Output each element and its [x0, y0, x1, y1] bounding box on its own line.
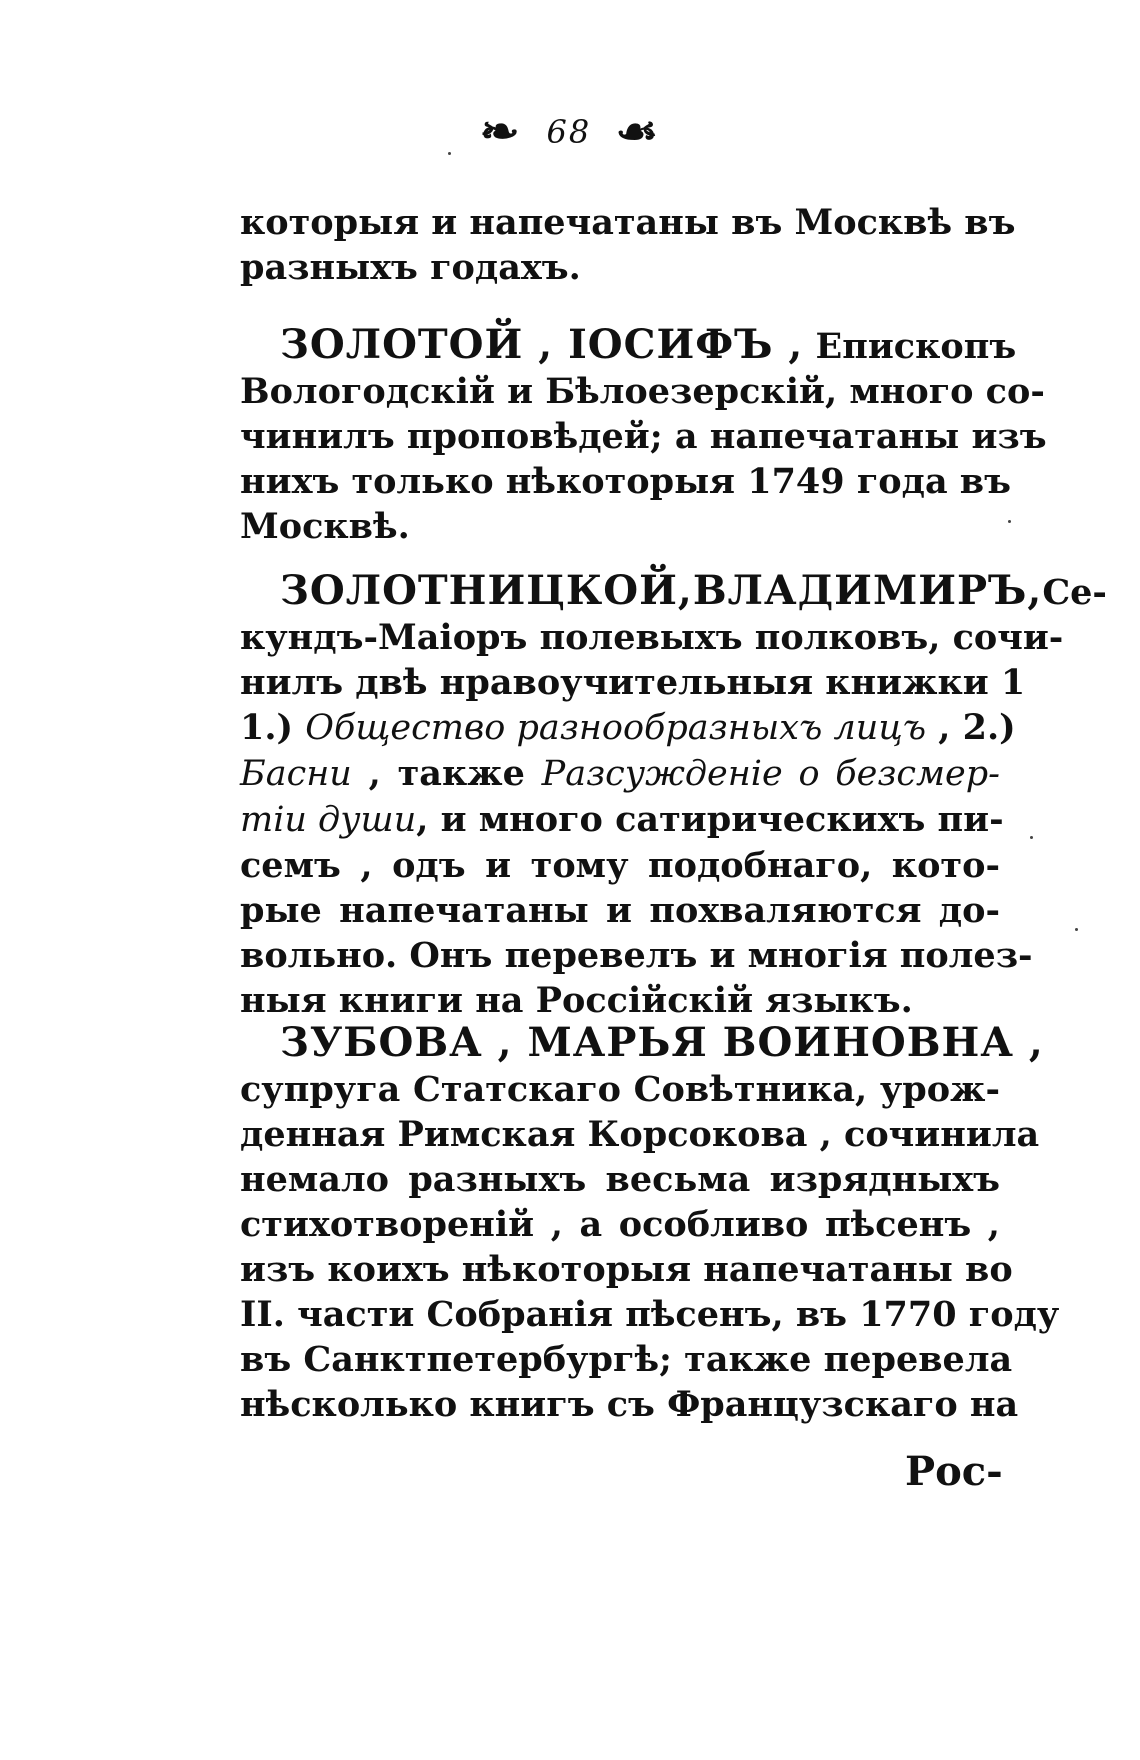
book-title: Басни	[240, 754, 352, 794]
paragraph-continuation	[240, 200, 1016, 290]
page-number: 68	[546, 112, 592, 151]
text-line: денная Римская Корсокова , сочинила	[240, 1114, 1040, 1155]
text-line: разныхъ годахъ.	[240, 247, 581, 288]
text-fragment: , также	[351, 753, 542, 794]
page-header	[0, 108, 1140, 155]
text-line: семъ , одъ и тому подобнаго, кото-	[240, 845, 1000, 886]
text-fragment: , и много сатирическихъ пи-	[416, 799, 1004, 840]
book-title: Общество разнообразныхъ лицъ	[305, 708, 927, 748]
entry-first-line	[240, 1019, 1044, 1067]
text-line: супруга Статскаго Совѣтника, урож-	[240, 1069, 1000, 1110]
text-line: въ Санктпетербургѣ; также перевела	[240, 1339, 1013, 1380]
text-line: нилъ двѣ нравоучительныя книжки 1	[240, 662, 1026, 703]
text-line: стихотвореній , а особливо пѣсенъ ,	[240, 1204, 1000, 1245]
paper-speck	[448, 152, 451, 155]
text-line: нѣсколько книгъ съ Французскаго на	[240, 1384, 1019, 1425]
entry-first-line	[240, 321, 1017, 369]
text-line: нихъ только нѣкоторыя 1749 года въ	[240, 461, 1011, 502]
entry-heading: ЗОЛОТНИЦКОЙ,ВЛАДИМИРЪ,	[280, 567, 1043, 614]
text-line: кундъ-Маіоръ полевыхъ полковъ, сочи-	[240, 617, 1064, 658]
entry-first-line	[240, 567, 1107, 615]
book-title: Разсужденіе о безсмер-	[541, 754, 1000, 794]
right-ornament-icon: ☙	[615, 108, 661, 155]
text-line: II. части Собранія пѣсенъ, въ 1770 году	[240, 1294, 1060, 1335]
entry-zubova	[240, 1019, 1060, 1427]
text-line: чинилъ проповѣдей; а напечатаны изъ	[240, 416, 1047, 457]
text-fragment: , 2.)	[926, 707, 1016, 748]
text-fragment: Се-	[1042, 572, 1107, 613]
catchword: Рос-	[905, 1448, 1003, 1495]
entry-heading: ЗУБОВА , МАРЬЯ ВОИНОВНА ,	[280, 1019, 1044, 1066]
text-line: вольно. Онъ перевелъ и многія полез-	[240, 935, 1033, 976]
book-title: тіи души	[240, 800, 417, 840]
entry-zolotoy	[240, 321, 1047, 549]
left-ornament-icon: ❧	[479, 108, 523, 155]
text-line: Москвѣ.	[240, 506, 410, 547]
text-fragment: 1.)	[240, 707, 306, 748]
text-fragment: Епископъ	[803, 326, 1017, 367]
paper-speck	[1008, 520, 1011, 523]
text-line: немало разныхъ весьма изрядныхъ	[240, 1159, 1000, 1200]
entry-zolotnitskoy	[240, 567, 1107, 1023]
text-line: которыя и напечатаны въ Москвѣ въ	[240, 202, 1016, 243]
text-line: Вологодскій и Бѣлоезерскій, много со-	[240, 371, 1045, 412]
text-line: рые напечатаны и похваляются до-	[240, 890, 1000, 931]
paper-speck	[1030, 836, 1033, 839]
text-line	[240, 751, 1000, 797]
text-line: ныя книги на Россійскій языкъ.	[240, 980, 913, 1021]
text-line: изъ коихъ нѣкоторыя напечатаны во	[240, 1249, 1013, 1290]
paper-speck	[1075, 928, 1078, 931]
text-line	[240, 797, 1004, 843]
entry-heading: ЗОЛОТОЙ , ІОСИФЪ ,	[280, 321, 804, 368]
text-line	[240, 705, 1016, 751]
